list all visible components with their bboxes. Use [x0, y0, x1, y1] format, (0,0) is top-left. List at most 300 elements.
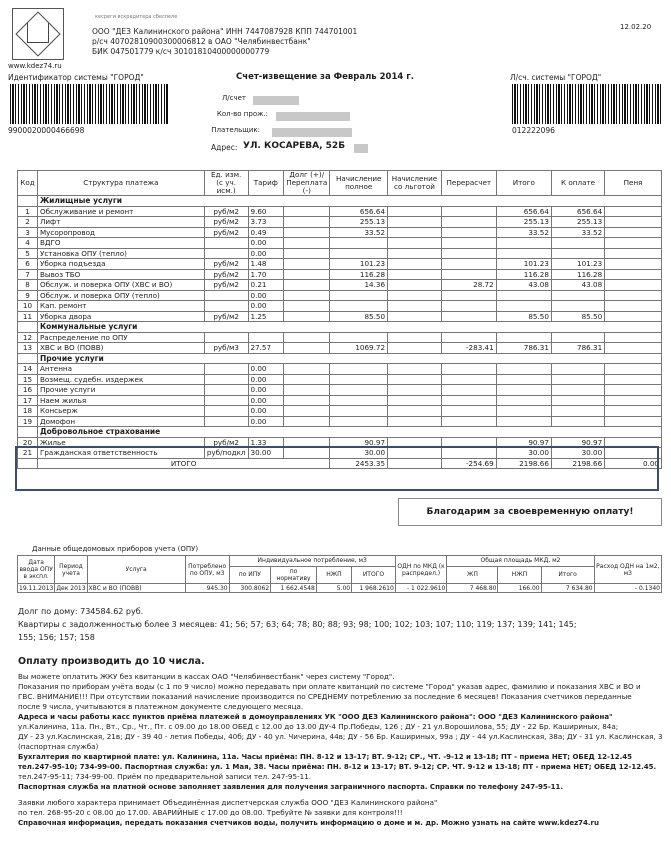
table-cell: руб/м2	[204, 217, 248, 228]
table-cell	[605, 290, 662, 301]
persons-redacted	[276, 112, 350, 121]
table-cell: 14	[18, 364, 38, 375]
table-cell	[496, 238, 551, 249]
table-cell	[496, 332, 551, 343]
table-cell: 2	[18, 217, 38, 228]
table-cell	[496, 385, 551, 396]
table-cell	[388, 227, 442, 238]
table-cell: 33.52	[496, 227, 551, 238]
left-barcode	[10, 84, 168, 124]
table-cell: Установка ОПУ (тепло)	[37, 248, 204, 259]
table-cell	[496, 374, 551, 385]
table-cell	[204, 248, 248, 259]
table-cell	[441, 248, 496, 259]
table-cell	[284, 238, 330, 249]
apartments-line-1: Квартиры с задолженностью более 3 месяцев: 41; 56; 57; 63; 64; 78; 80; 88; 93; 98; 100; 102; 103; 107; 110; 119; 137; 139; 141; 145;	[18, 620, 577, 629]
section-title: Жилищные услуги	[37, 196, 661, 207]
table-cell	[496, 248, 551, 259]
table-cell	[605, 416, 662, 427]
table-cell	[388, 343, 442, 354]
table-row	[18, 301, 662, 312]
table-header-cell: Начисление со льготой	[388, 171, 442, 196]
table-cell: Обслуж. и поверка ОПУ (тепло)	[37, 290, 204, 301]
table-cell	[605, 280, 662, 291]
opu-header: Услуга	[87, 556, 185, 584]
note-line: ДУ - 23 ул.Каслинская, 21в; ДУ - 39 40 - летия Победы, 40б; ДУ - 40 ул. Чичерина, 44в; ДУ - 56 Бр. Кашириных, 99а ; ДУ - 44 ул.Каслинская, 38а; ДУ - 31 ул. Каслинская, 3	[18, 732, 663, 741]
table-cell	[204, 416, 248, 427]
opu-header: ОДН по МКД (к распредел.)	[395, 556, 447, 584]
note-line: Паспортная служба на платной основе заполняет заявления для получения заграничного паспорта. Справки по телефону 247-95-11.	[18, 783, 564, 791]
table-cell: 0.00	[248, 248, 284, 259]
table-cell: 0.00	[248, 395, 284, 406]
table-cell: руб/м2	[204, 269, 248, 280]
table-cell	[551, 238, 604, 249]
total-cell: 2198.66	[551, 458, 604, 469]
table-header-cell: Тариф	[248, 171, 284, 196]
table-row	[18, 248, 662, 259]
table-cell	[204, 406, 248, 417]
total-cell: 2198.66	[496, 458, 551, 469]
table-cell: 30.00	[496, 448, 551, 459]
table-cell: 0.00	[248, 406, 284, 417]
table-cell: 90.97	[330, 437, 388, 448]
table-cell: 11	[18, 311, 38, 322]
table-row	[18, 374, 662, 385]
table-cell: 90.97	[496, 437, 551, 448]
table-cell	[284, 206, 330, 217]
total-cell: ИТОГО	[37, 458, 329, 469]
table-cell: 27.57	[248, 343, 284, 354]
table-cell: руб/м2	[204, 437, 248, 448]
table-cell: Кап. ремонт	[37, 301, 204, 312]
table-cell: 5	[18, 248, 38, 259]
table-cell	[551, 416, 604, 427]
table-cell: 85.50	[551, 311, 604, 322]
table-cell	[605, 374, 662, 385]
table-cell	[204, 385, 248, 396]
table-cell: 0.21	[248, 280, 284, 291]
table-cell	[605, 227, 662, 238]
table-cell: 30.00	[551, 448, 604, 459]
table-cell: 116.28	[551, 269, 604, 280]
table-cell	[388, 269, 442, 280]
table-cell	[330, 248, 388, 259]
table-cell: 3	[18, 227, 38, 238]
table-cell	[441, 269, 496, 280]
table-cell: 1.33	[248, 437, 284, 448]
table-cell: 14.36	[330, 280, 388, 291]
table-cell: 0.00	[248, 385, 284, 396]
table-cell	[496, 406, 551, 417]
table-cell	[441, 406, 496, 417]
table-cell: Уборка двора	[37, 311, 204, 322]
table-cell: 4	[18, 238, 38, 249]
table-cell	[605, 301, 662, 312]
table-cell: 18	[18, 406, 38, 417]
notes-block	[18, 672, 664, 828]
table-cell	[388, 364, 442, 375]
table-cell: 0.00	[248, 290, 284, 301]
total-cell: 0.00	[605, 458, 662, 469]
table-cell: 8	[18, 280, 38, 291]
table-cell	[284, 301, 330, 312]
table-cell	[388, 406, 442, 417]
org-account-line: р/сч 40702810900300006812 в ОАО "Челябинвестбанк"	[92, 37, 311, 46]
payer-redacted	[272, 128, 352, 137]
table-row	[18, 364, 662, 375]
table-cell: 21	[18, 448, 38, 459]
section-row	[18, 353, 662, 364]
table-row	[18, 238, 662, 249]
table-cell: 786.31	[496, 343, 551, 354]
table-cell: Лифт	[37, 217, 204, 228]
table-cell	[330, 332, 388, 343]
table-row	[18, 385, 662, 396]
table-row	[18, 290, 662, 301]
opu-cell: ХВС и ВО (ПОВВ)	[87, 584, 185, 593]
table-cell	[284, 395, 330, 406]
opu-header: Период учета	[55, 556, 87, 584]
note-line: ГВС. ВНИМАНИЕ!!! При отсутствии показаний начисление производится по СРЕДНЕМУ потреблению за последние 6 месяцев! Показания счетчиков переданные	[18, 692, 632, 701]
table-cell: 85.50	[330, 311, 388, 322]
opu-cell: 7 468.80	[447, 584, 498, 593]
payer-label: Плательщик:	[211, 126, 260, 134]
table-cell	[248, 332, 284, 343]
table-cell	[496, 395, 551, 406]
note-line: Вы можете оплатить ЖКУ без квитанции в кассах ОАО "Челябинвестбанк" через систему "Город".	[18, 672, 395, 681]
opu-cell: Дек 2013	[56, 584, 86, 592]
section-title: Прочие услуги	[37, 353, 661, 364]
table-cell	[551, 301, 604, 312]
table-cell	[330, 406, 388, 417]
table-cell	[204, 290, 248, 301]
table-cell	[284, 406, 330, 417]
right-barcode	[512, 84, 662, 124]
table-cell: 9.60	[248, 206, 284, 217]
table-cell	[441, 301, 496, 312]
table-cell: 12	[18, 332, 38, 343]
table-cell	[330, 364, 388, 375]
table-cell	[330, 374, 388, 385]
table-row	[18, 227, 662, 238]
table-cell	[551, 332, 604, 343]
note-line: Адреса и часы работы касс пунктов приёма платежей в домоуправлениях УК "ООО ДЕЗ Калининского района": ООО "ДЕЗ Калининского района"	[18, 713, 613, 721]
table-cell	[496, 364, 551, 375]
table-cell	[551, 385, 604, 396]
apartments-line-2: 155; 156; 157; 158	[18, 633, 95, 642]
table-cell: 16	[18, 385, 38, 396]
table-cell: руб/м2	[204, 227, 248, 238]
table-cell: руб/м2	[204, 311, 248, 322]
left-id-label: Идентификатор системы "ГОРОД"	[8, 73, 144, 82]
table-cell: Гражданская ответственность	[37, 448, 204, 459]
debt-label: Долг по дому: 734584.62 руб.	[18, 607, 144, 616]
address-label: Адрес:	[211, 143, 238, 152]
table-cell: 17	[18, 395, 38, 406]
table-cell	[441, 217, 496, 228]
thanks-box: Благодарим за своевременную оплату!	[398, 498, 662, 526]
total-cell: -254.69	[441, 458, 496, 469]
table-row	[18, 280, 662, 291]
opu-cell: - 0.1340	[594, 584, 661, 593]
opu-header: Потреблено по ОПУ, м3	[185, 556, 229, 584]
table-cell	[284, 364, 330, 375]
table-cell	[388, 217, 442, 228]
table-cell: 3.73	[248, 217, 284, 228]
table-cell	[551, 364, 604, 375]
table-row	[18, 311, 662, 322]
note-line: тел.247-95-11; 734-99-00. Приём по предварительной записи тел. 247-95-11.	[18, 772, 312, 781]
table-cell	[284, 269, 330, 280]
opu-cell: - 1 022.9610	[395, 584, 447, 593]
table-cell: 90.97	[551, 437, 604, 448]
table-cell: Обслуживание и ремонт	[37, 206, 204, 217]
table-cell	[551, 248, 604, 259]
table-cell	[330, 416, 388, 427]
section-row	[18, 196, 662, 207]
opu-cell: 1 662.4548	[271, 584, 317, 593]
company-logo	[12, 8, 64, 60]
opu-header: НЖП	[498, 566, 541, 584]
section-title: Добровольное страхование	[37, 427, 661, 438]
opu-header: Итого	[541, 566, 594, 584]
note-line: Справочная информация, передать показания счетчиков воды, получить информацию о доме и м. др. Можно узнать на сайте www.kdez74.ru	[18, 819, 599, 827]
opu-cell: 300.8062	[229, 584, 271, 593]
table-cell: 1	[18, 206, 38, 217]
table-cell	[605, 259, 662, 270]
account-label: Л/счет	[222, 94, 246, 102]
table-cell: руб/м2	[204, 206, 248, 217]
table-cell	[284, 217, 330, 228]
table-cell: 0.00	[248, 364, 284, 375]
table-cell	[204, 395, 248, 406]
table-header-cell: Пеня	[605, 171, 662, 196]
table-cell: Распределение по ОПУ	[37, 332, 204, 343]
table-cell: 101.23	[551, 259, 604, 270]
table-cell: 255.13	[496, 217, 551, 228]
table-cell: 1.48	[248, 259, 284, 270]
table-header-cell: Итого	[496, 171, 551, 196]
table-cell	[441, 364, 496, 375]
table-cell	[204, 374, 248, 385]
table-cell: 786.31	[551, 343, 604, 354]
total-cell: 2453.35	[330, 458, 388, 469]
table-cell	[284, 259, 330, 270]
table-cell: 6	[18, 259, 38, 270]
table-cell: 0.49	[248, 227, 284, 238]
note-line: Бухгалтерия по квартирной плате: ул. Калинина, 11а. Часы приёма: ПН. 8-12 и 13-17; ВТ. 9-12; СР., ЧТ. -9-12 и 13-18; ПТ - приема НЕТ; ОБЕД 12-12.45	[18, 753, 633, 761]
opu-cell: 19.11.2013	[19, 584, 54, 592]
table-cell: 656.64	[496, 206, 551, 217]
table-cell	[388, 311, 442, 322]
table-cell: 19	[18, 416, 38, 427]
table-cell: 28.72	[441, 280, 496, 291]
table-row	[18, 416, 662, 427]
table-cell	[284, 248, 330, 259]
table-cell	[605, 206, 662, 217]
table-cell	[605, 406, 662, 417]
table-header-cell: Долг (+)/ Переплата (-)	[284, 171, 330, 196]
table-cell	[284, 374, 330, 385]
opu-cell: 5.00	[316, 584, 351, 593]
note-line: по тел. 268-95-20 с 08.00 до 17.00. АВАРИЙНЫЕ с 17.00 до 08.00. Требуйте № заявки для контроля!!!	[18, 808, 403, 817]
table-cell: Прочие услуги	[37, 385, 204, 396]
table-cell: Вывоз ТБО	[37, 269, 204, 280]
table-cell	[388, 332, 442, 343]
table-cell: Антенна	[37, 364, 204, 375]
opu-cell: 945.30	[185, 584, 229, 593]
table-cell	[551, 406, 604, 417]
table-cell	[441, 374, 496, 385]
table-cell	[551, 395, 604, 406]
table-cell: 30.00	[330, 448, 388, 459]
table-cell: 20	[18, 437, 38, 448]
table-cell: 9	[18, 290, 38, 301]
table-cell	[388, 206, 442, 217]
table-cell	[551, 374, 604, 385]
table-cell	[441, 311, 496, 322]
table-cell	[605, 238, 662, 249]
table-row	[18, 395, 662, 406]
table-cell	[204, 364, 248, 375]
note-line: тел.247-95-10; 734-99-00. Паспортная служба: ул. 1 Мая, 38. Часы приёма: ПН. 8-12 и 13-17; ВТ. 9-12; СР. ЧТ. 9-12 и 13-18; ПТ - приема НЕТ; ОБЕД 12-12.45.	[18, 763, 657, 771]
note-line: ул.Калинина, 11а. Пн., Вт., Ср., Чт., Пт. с 09.00 до 18.00 ОБЕД с 12.00 до 13.00 ДУ-4 Пр.Победы, 126 ; ДУ - 21 ул.Ворошилова, 55; ДУ - 22 Бр. Кашириных, 84а;	[18, 722, 619, 731]
table-cell	[441, 332, 496, 343]
table-cell: 1.25	[248, 311, 284, 322]
opu-header: ИТОГО	[352, 566, 396, 584]
table-cell	[551, 290, 604, 301]
opu-header: по ИПУ	[229, 566, 271, 584]
table-cell: руб/м2	[204, 280, 248, 291]
table-cell: 0.00	[248, 416, 284, 427]
table-cell: 1069.72	[330, 343, 388, 354]
table-cell	[605, 332, 662, 343]
table-cell	[388, 385, 442, 396]
table-cell: Консьерж	[37, 406, 204, 417]
table-cell	[284, 385, 330, 396]
table-header-cell: К оплате	[551, 171, 604, 196]
persons-label: Кол-во прож.:	[216, 110, 268, 118]
table-header-cell: Перерасчет	[441, 171, 496, 196]
pay-until-label: Оплату производить до 10 числа.	[18, 656, 205, 667]
table-cell: ХВС и ВО (ПОВВ)	[37, 343, 204, 354]
opu-header: Индивидуальное потребление, м3	[229, 556, 395, 567]
table-cell	[388, 374, 442, 385]
left-id-value: 9900020000466698	[8, 126, 85, 135]
table-cell: 15	[18, 374, 38, 385]
table-cell	[605, 217, 662, 228]
table-row	[18, 332, 662, 343]
right-id-label: Л/сч. системы "ГОРОД"	[510, 73, 602, 82]
table-cell: Возмещ. судебн. издержек	[37, 374, 204, 385]
charges-table	[17, 170, 662, 469]
table-cell	[441, 290, 496, 301]
table-header-cell: Код	[18, 171, 38, 196]
table-cell: Уборка подъезда	[37, 259, 204, 270]
org-bik-line: БИК 047501779 к/сч 30101810400000000779	[92, 47, 270, 56]
table-cell: руб/подкл	[204, 448, 248, 459]
table-row	[18, 259, 662, 270]
section-row	[18, 427, 662, 438]
table-cell: 85.50	[496, 311, 551, 322]
table-cell: 116.28	[496, 269, 551, 280]
opu-cell: 7 634.80	[541, 584, 594, 593]
table-cell: 0.00	[248, 238, 284, 249]
table-cell	[605, 269, 662, 280]
table-cell: 43.08	[551, 280, 604, 291]
table-cell	[204, 301, 248, 312]
table-cell: 33.52	[330, 227, 388, 238]
table-cell	[441, 227, 496, 238]
table-header-cell: Структура платежа	[37, 171, 204, 196]
opu-cell: 166.00	[498, 584, 541, 593]
address-value: УЛ. КОСАРЕВА, 52Б	[243, 141, 346, 151]
page-title: Счет-извещение за Февраль 2014 г.	[236, 72, 414, 82]
table-cell: Жилье	[37, 437, 204, 448]
table-cell	[284, 280, 330, 291]
table-cell	[496, 290, 551, 301]
table-header-cell: Ед. изм. (с уч. исм.)	[204, 171, 248, 196]
opu-title: Данные общедомовых приборов учета (ОПУ)	[32, 545, 199, 553]
table-cell	[605, 343, 662, 354]
table-cell	[330, 238, 388, 249]
table-cell	[441, 416, 496, 427]
table-cell	[284, 227, 330, 238]
table-cell: 33.52	[551, 227, 604, 238]
table-row	[18, 269, 662, 280]
table-cell	[388, 301, 442, 312]
note-line: Показания по приборам учёта воды (с 1 по 9 число) можно передавать при оплате квитанций по системе "Город" указав адрес, фамилию и показания ХВС и ВО и	[18, 682, 641, 691]
address-redacted	[354, 144, 368, 153]
table-cell	[441, 395, 496, 406]
table-cell: -283.41	[441, 343, 496, 354]
table-cell	[204, 332, 248, 343]
table-cell: 255.13	[551, 217, 604, 228]
table-cell	[388, 395, 442, 406]
org-name-line: ООО "ДЕЗ Калининского района" ИНН 7447087928 КПП 744701001	[92, 27, 358, 36]
table-cell	[330, 301, 388, 312]
table-cell: 30.00	[248, 448, 284, 459]
opu-cell: 1 968.2610	[352, 584, 396, 593]
table-cell: 1.70	[248, 269, 284, 280]
table-cell: руб/м3	[204, 343, 248, 354]
table-cell	[204, 238, 248, 249]
table-cell: 0.00	[248, 374, 284, 385]
table-cell	[388, 416, 442, 427]
table-cell: 656.64	[551, 206, 604, 217]
table-cell	[441, 259, 496, 270]
table-cell	[496, 416, 551, 427]
table-cell: 10	[18, 301, 38, 312]
table-cell	[284, 290, 330, 301]
table-cell	[605, 385, 662, 396]
table-cell	[330, 395, 388, 406]
table-row	[18, 217, 662, 228]
table-cell	[388, 248, 442, 259]
org-small-line: кесреги вскредитера сбеспеле	[95, 14, 178, 20]
table-cell	[496, 301, 551, 312]
table-cell: 101.23	[496, 259, 551, 270]
table-cell	[605, 395, 662, 406]
table-cell: руб/м2	[204, 259, 248, 270]
website-label: www.kdez74.ru	[8, 62, 62, 70]
table-cell: 0.00	[248, 301, 284, 312]
table-cell: ВДГО	[37, 238, 204, 249]
table-cell	[605, 364, 662, 375]
table-cell	[441, 206, 496, 217]
note-line: после 9 числа, учитываются в платежном документе следующего месяца.	[18, 702, 304, 711]
table-cell	[388, 259, 442, 270]
